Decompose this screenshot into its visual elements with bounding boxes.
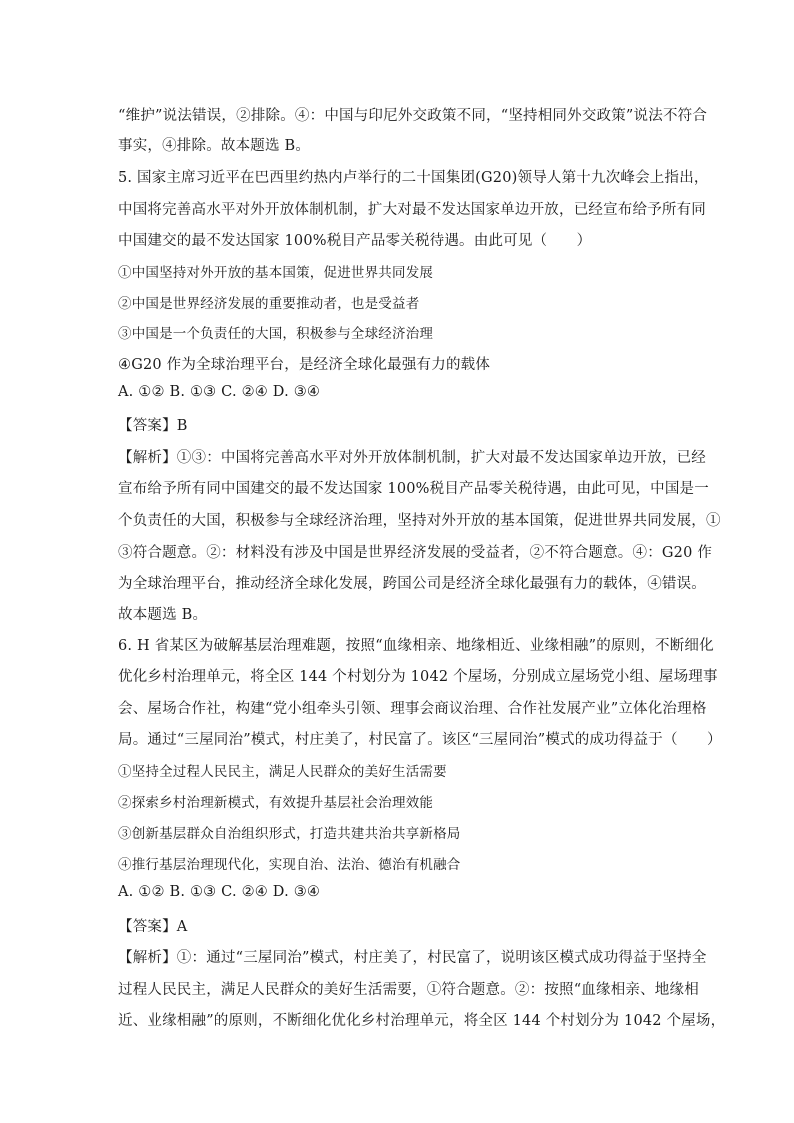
analysis-text: 为全球治理平台，推动经济全球化发展，跨国公司是经济全球化最强有力的载体，④错误。: [118, 576, 706, 592]
analysis-text: ③符合题意。②：材料没有涉及中国是世界经济发展的受益者，②不符合题意。④：G20 作: [118, 545, 713, 561]
answer-label: 【答案】B: [118, 418, 188, 434]
analysis-text: 宣布给予所有同中国建交的最不发达国家 100%税目产品零关税待遇，由此可见，中国是一: [118, 481, 709, 497]
analysis-text: 【解析】①：通过“三屋同治”模式，村庄美了，村民富了，说明该区模式成功得益于坚持全: [118, 950, 707, 966]
text-line: 中国将完善高水平对外开放体制机制，扩大对最不发达国家单边开放，已经宣布给予所有同: [118, 202, 706, 218]
text-line: 优化乡村治理单元，将全区 144 个村划分为 1042 个屋场，分别成立屋场党小组、屋场理事: [118, 669, 718, 685]
answer-choices: A. ①② B. ①③ C. ②④ D. ③④: [118, 384, 321, 400]
question-5-stem: 5. 国家主席习近平在巴西里约热内卢举行的二十国集团(G20)领导人第十九次峰会上指出，: [118, 170, 709, 186]
option-statement: ③中国是一个负责任的大国，积极参与全球经济治理: [118, 326, 434, 342]
option-statement: ②中国是世界经济发展的重要推动者，也是受益者: [118, 296, 420, 312]
analysis-text: 【解析】①③：中国将完善高水平对外开放体制机制，扩大对最不发达国家单边开放，已经: [118, 450, 706, 466]
analysis-text: 近、业缘相融”的原则，不断细化优化乡村治理单元，将全区 144 个村划分为 1042 个屋场，: [118, 1013, 726, 1029]
text-line: 事实，④排除。故本题选 B。: [118, 138, 311, 154]
question-6-stem: 6. H 省某区为破解基层治理难题，按照“血缘相亲、地缘相近、业缘相融”的原则，不断细化: [118, 638, 714, 654]
text-line: 局。通过“三屋同治”模式，村庄美了，村民富了。该区“三屋同治”模式的成功得益于（ ）: [118, 732, 722, 748]
option-statement: ①中国坚持对外开放的基本国策，促进世界共同发展: [118, 265, 434, 281]
option-statement: ④推行基层治理现代化，实现自治、法治、德治有机融合: [118, 857, 461, 873]
text-line: “维护”说法错误，②排除。④：中国与印尼外交政策不同，“坚持相同外交政策”说法不符合: [118, 108, 708, 124]
text-line: 会、屋场合作社，构建“党小组牵头引领、理事会商议治理、合作社发展产业”立体化治理格: [118, 701, 707, 717]
option-statement: ①坚持全过程人民民主，满足人民群众的美好生活需要: [118, 764, 447, 780]
analysis-text: 过程人民民主，满足人民群众的美好生活需要，①符合题意。②：按照“血缘相亲、地缘相: [118, 982, 699, 998]
text-line: 中国建交的最不发达国家 100%税目产品零关税待遇。由此可见（ ）: [118, 233, 592, 249]
option-statement: ④G20 作为全球治理平台，是经济全球化最强有力的载体: [118, 357, 491, 373]
answer-label: 【答案】A: [118, 919, 188, 935]
option-statement: ②探索乡村治理新模式，有效提升基层社会治理效能: [118, 795, 434, 811]
answer-choices: A. ①② B. ①③ C. ②④ D. ③④: [118, 884, 321, 900]
analysis-text: 故本题选 B。: [118, 607, 208, 623]
analysis-text: 个负责任的大国，积极参与全球经济治理，坚持对外开放的基本国策，促进世界共同发展，①: [118, 513, 721, 529]
option-statement: ③创新基层群众自治组织形式，打造共建共治共享新格局: [118, 826, 461, 842]
